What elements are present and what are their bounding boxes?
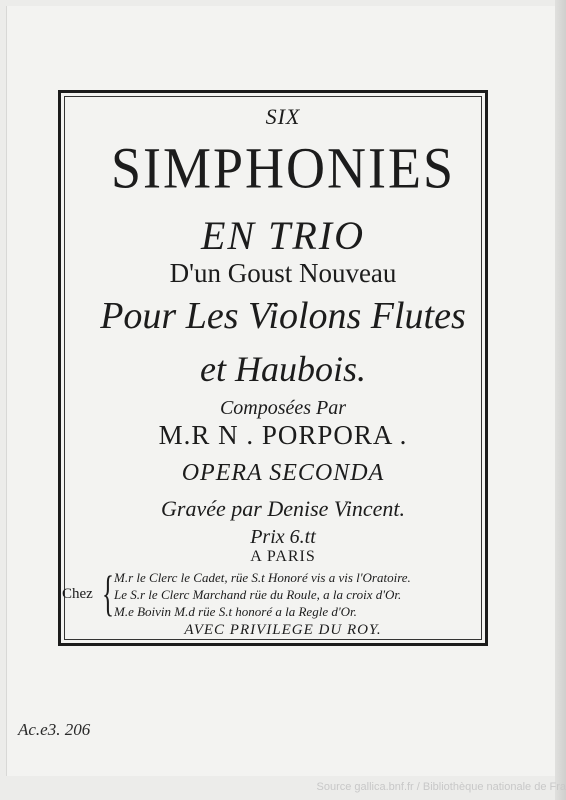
composed-by-label: Composées Par — [219, 397, 347, 419]
engraver-credit: Gravée par Denise Vincent. — [161, 496, 405, 521]
chez-label: Chez — [62, 586, 93, 602]
title-simphonies: SIMPHONIES — [110, 135, 456, 201]
price: Prix 6.tt — [250, 526, 316, 548]
brace-glyph: { — [102, 565, 114, 621]
subtitle-en-trio: EN TRIO — [201, 213, 365, 258]
subtitle-goust: D'un Goust Nouveau — [169, 258, 397, 288]
source-credit: Source gallica.bnf.fr / Bibliothèque nationale de Fra — [316, 781, 566, 793]
seller-address-1: M.r le Clerc le Cadet, rüe S.t Honoré vis a vis l'Oratoire. — [114, 570, 411, 585]
opus-label: OPERA SECONDA — [181, 460, 385, 486]
sellers-block — [60, 565, 480, 622]
composer-name: M.R N . PORPORA . — [158, 420, 408, 450]
instrumentation-line-1: Pour Les Violons Flutes — [100, 295, 466, 337]
place-of-publication: A PARIS — [250, 548, 316, 565]
library-shelfmark: Ac.e3. 206 — [18, 720, 91, 739]
seller-address-2: Le S.r le Clerc Marchand rüe du Roule, a la croix d'Or. — [114, 587, 402, 602]
royal-privilege: AVEC PRIVILEGE DU ROY. — [184, 622, 382, 638]
title-six: SIX — [265, 104, 301, 129]
instrumentation-line-2: et Haubois. — [200, 349, 366, 389]
seller-address-3: M.e Boivin M.d rüe S.t honoré a la Regle d'Or. — [114, 604, 357, 619]
